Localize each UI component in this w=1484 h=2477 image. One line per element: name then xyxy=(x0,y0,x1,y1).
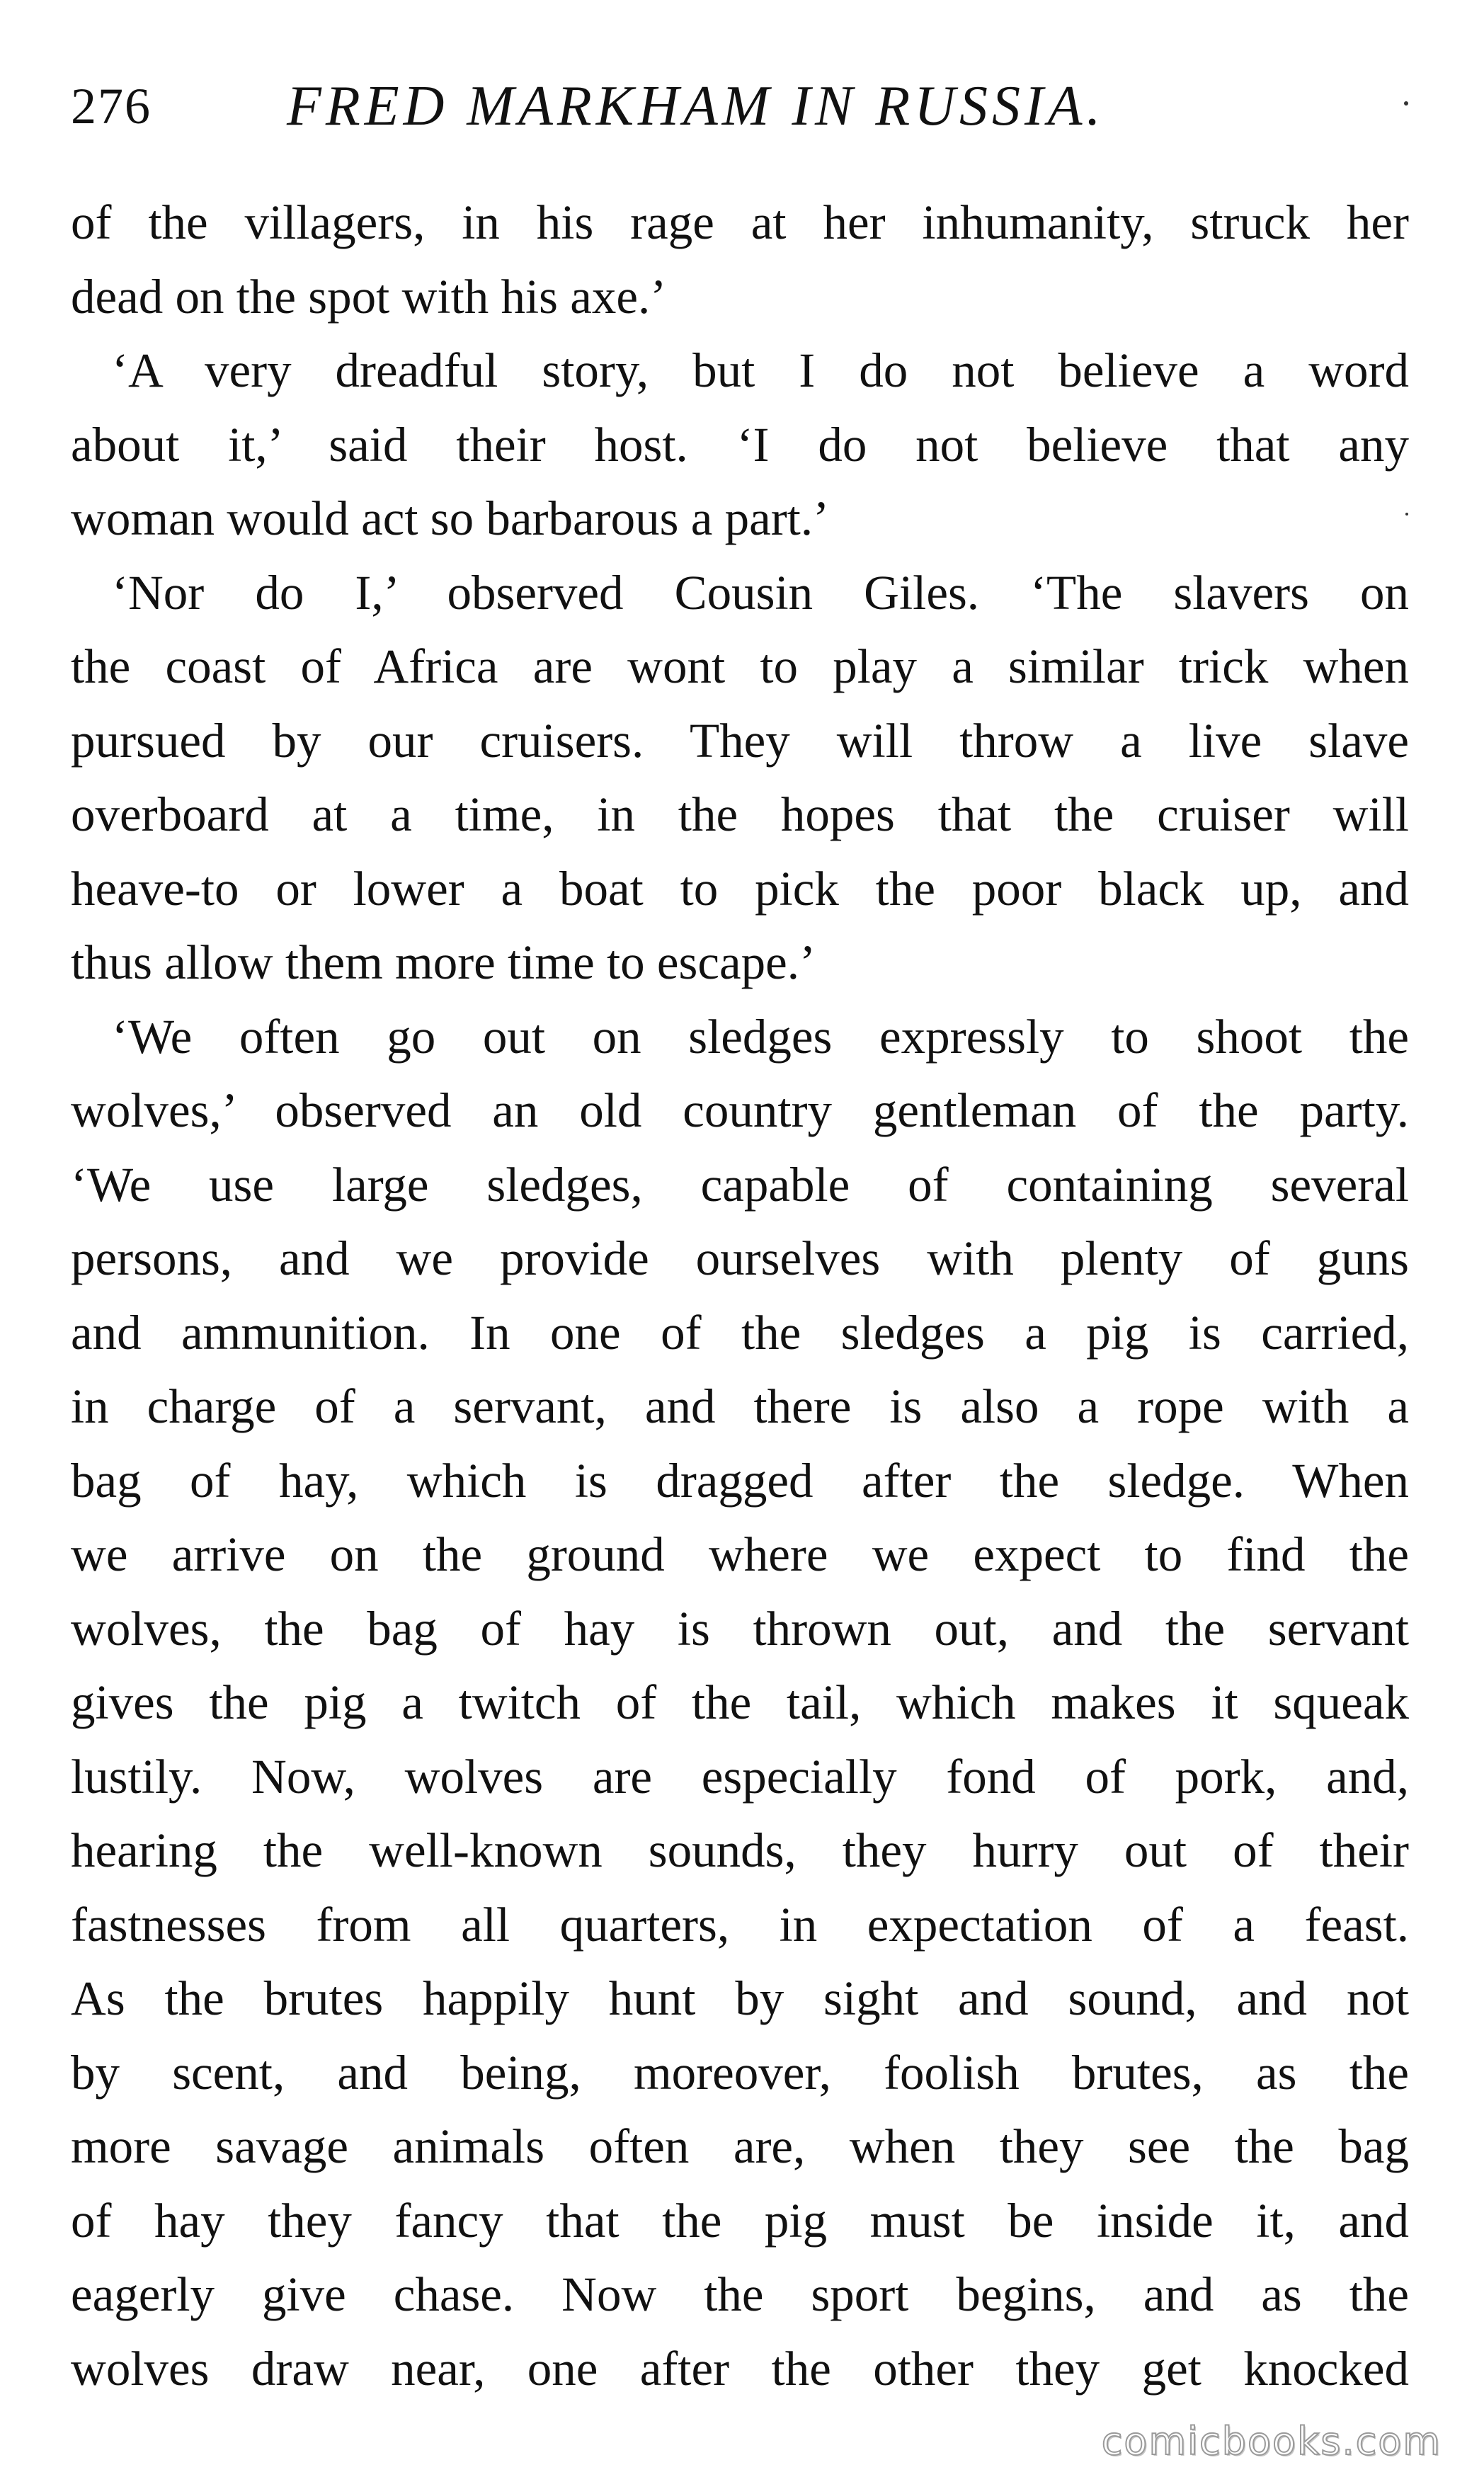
text-line: bag of hay, which is dragged after the sledge. When xyxy=(71,1453,1409,1508)
text-line: in charge of a servant, and there is also a rope with a xyxy=(71,1379,1409,1433)
text-line: lustily. Now, wolves are especially fond of pork, and, xyxy=(71,1749,1409,1804)
text-line: by scent, and being, moreover, foolish brutes, as the xyxy=(71,2045,1409,2100)
text-line: wolves, the bag of hay is thrown out, and the servant xyxy=(71,1601,1409,1656)
text-line: gives the pig a twitch of the tail, which makes it squeak xyxy=(71,1675,1409,1729)
text-line: ‘We often go out on sledges expressly to shoot the xyxy=(112,1009,1409,1064)
text-line: As the brutes happily hunt by sight and sound, and not xyxy=(71,1971,1409,2025)
text-line: we arrive on the ground where we expect to find the xyxy=(71,1527,1409,1581)
running-head xyxy=(71,67,1416,145)
text-line: persons, and we provide ourselves with plenty of guns xyxy=(71,1231,1409,1285)
text-line: overboard at a time, in the hopes that the cruiser will xyxy=(71,787,1409,841)
watermark: comicbooks.com xyxy=(1101,2419,1442,2464)
text-line: and ammunition. In one of the sledges a pig is carried, xyxy=(71,1305,1409,1360)
text-line: more savage animals often are, when they see the bag xyxy=(71,2119,1409,2173)
text-line: heave-to or lower a boat to pick the poor black up, and xyxy=(71,861,1409,916)
text-line: fastnesses from all quarters, in expectation of a feast. xyxy=(71,1897,1409,1952)
text-line: thus allow them more time to escape.’ xyxy=(71,935,816,989)
text-line: the coast of Africa are wont to play a similar trick when xyxy=(71,639,1409,693)
text-line: hearing the well-known sounds, they hurry out of their xyxy=(71,1823,1409,1877)
text-line: of the villagers, in his rage at her inhumanity, struck her xyxy=(71,195,1409,249)
text-line: wolves,’ observed an old country gentleman of the party. xyxy=(71,1083,1409,1137)
text-line: eagerly give chase. Now the sport begins, and as the xyxy=(71,2267,1409,2321)
text-line: of hay they fancy that the pig must be inside it, and xyxy=(71,2193,1409,2248)
text-line: dead on the spot with his axe.’ xyxy=(71,269,667,324)
body-text xyxy=(71,186,1409,2405)
text-line: about it,’ said their host. ‘I do not believe that any xyxy=(71,417,1409,472)
text-line: ‘We use large sledges, capable of containing several xyxy=(71,1157,1409,1212)
running-title: FRED MARKHAM IN RUSSIA. xyxy=(287,75,1105,137)
text-line: ‘Nor do I,’ observed Cousin Giles. ‘The slavers on xyxy=(112,565,1409,620)
print-speck xyxy=(1404,101,1408,106)
text-line: woman would act so barbarous a part.’ xyxy=(71,491,830,545)
text-line: wolves draw near, one after the other they get knocked xyxy=(71,2341,1409,2396)
text-line: ‘A very dreadful story, but I do not believe a word xyxy=(112,343,1409,397)
page-number: 276 xyxy=(71,78,152,135)
text-line: pursued by our cruisers. They will throw a live slave xyxy=(71,713,1409,768)
